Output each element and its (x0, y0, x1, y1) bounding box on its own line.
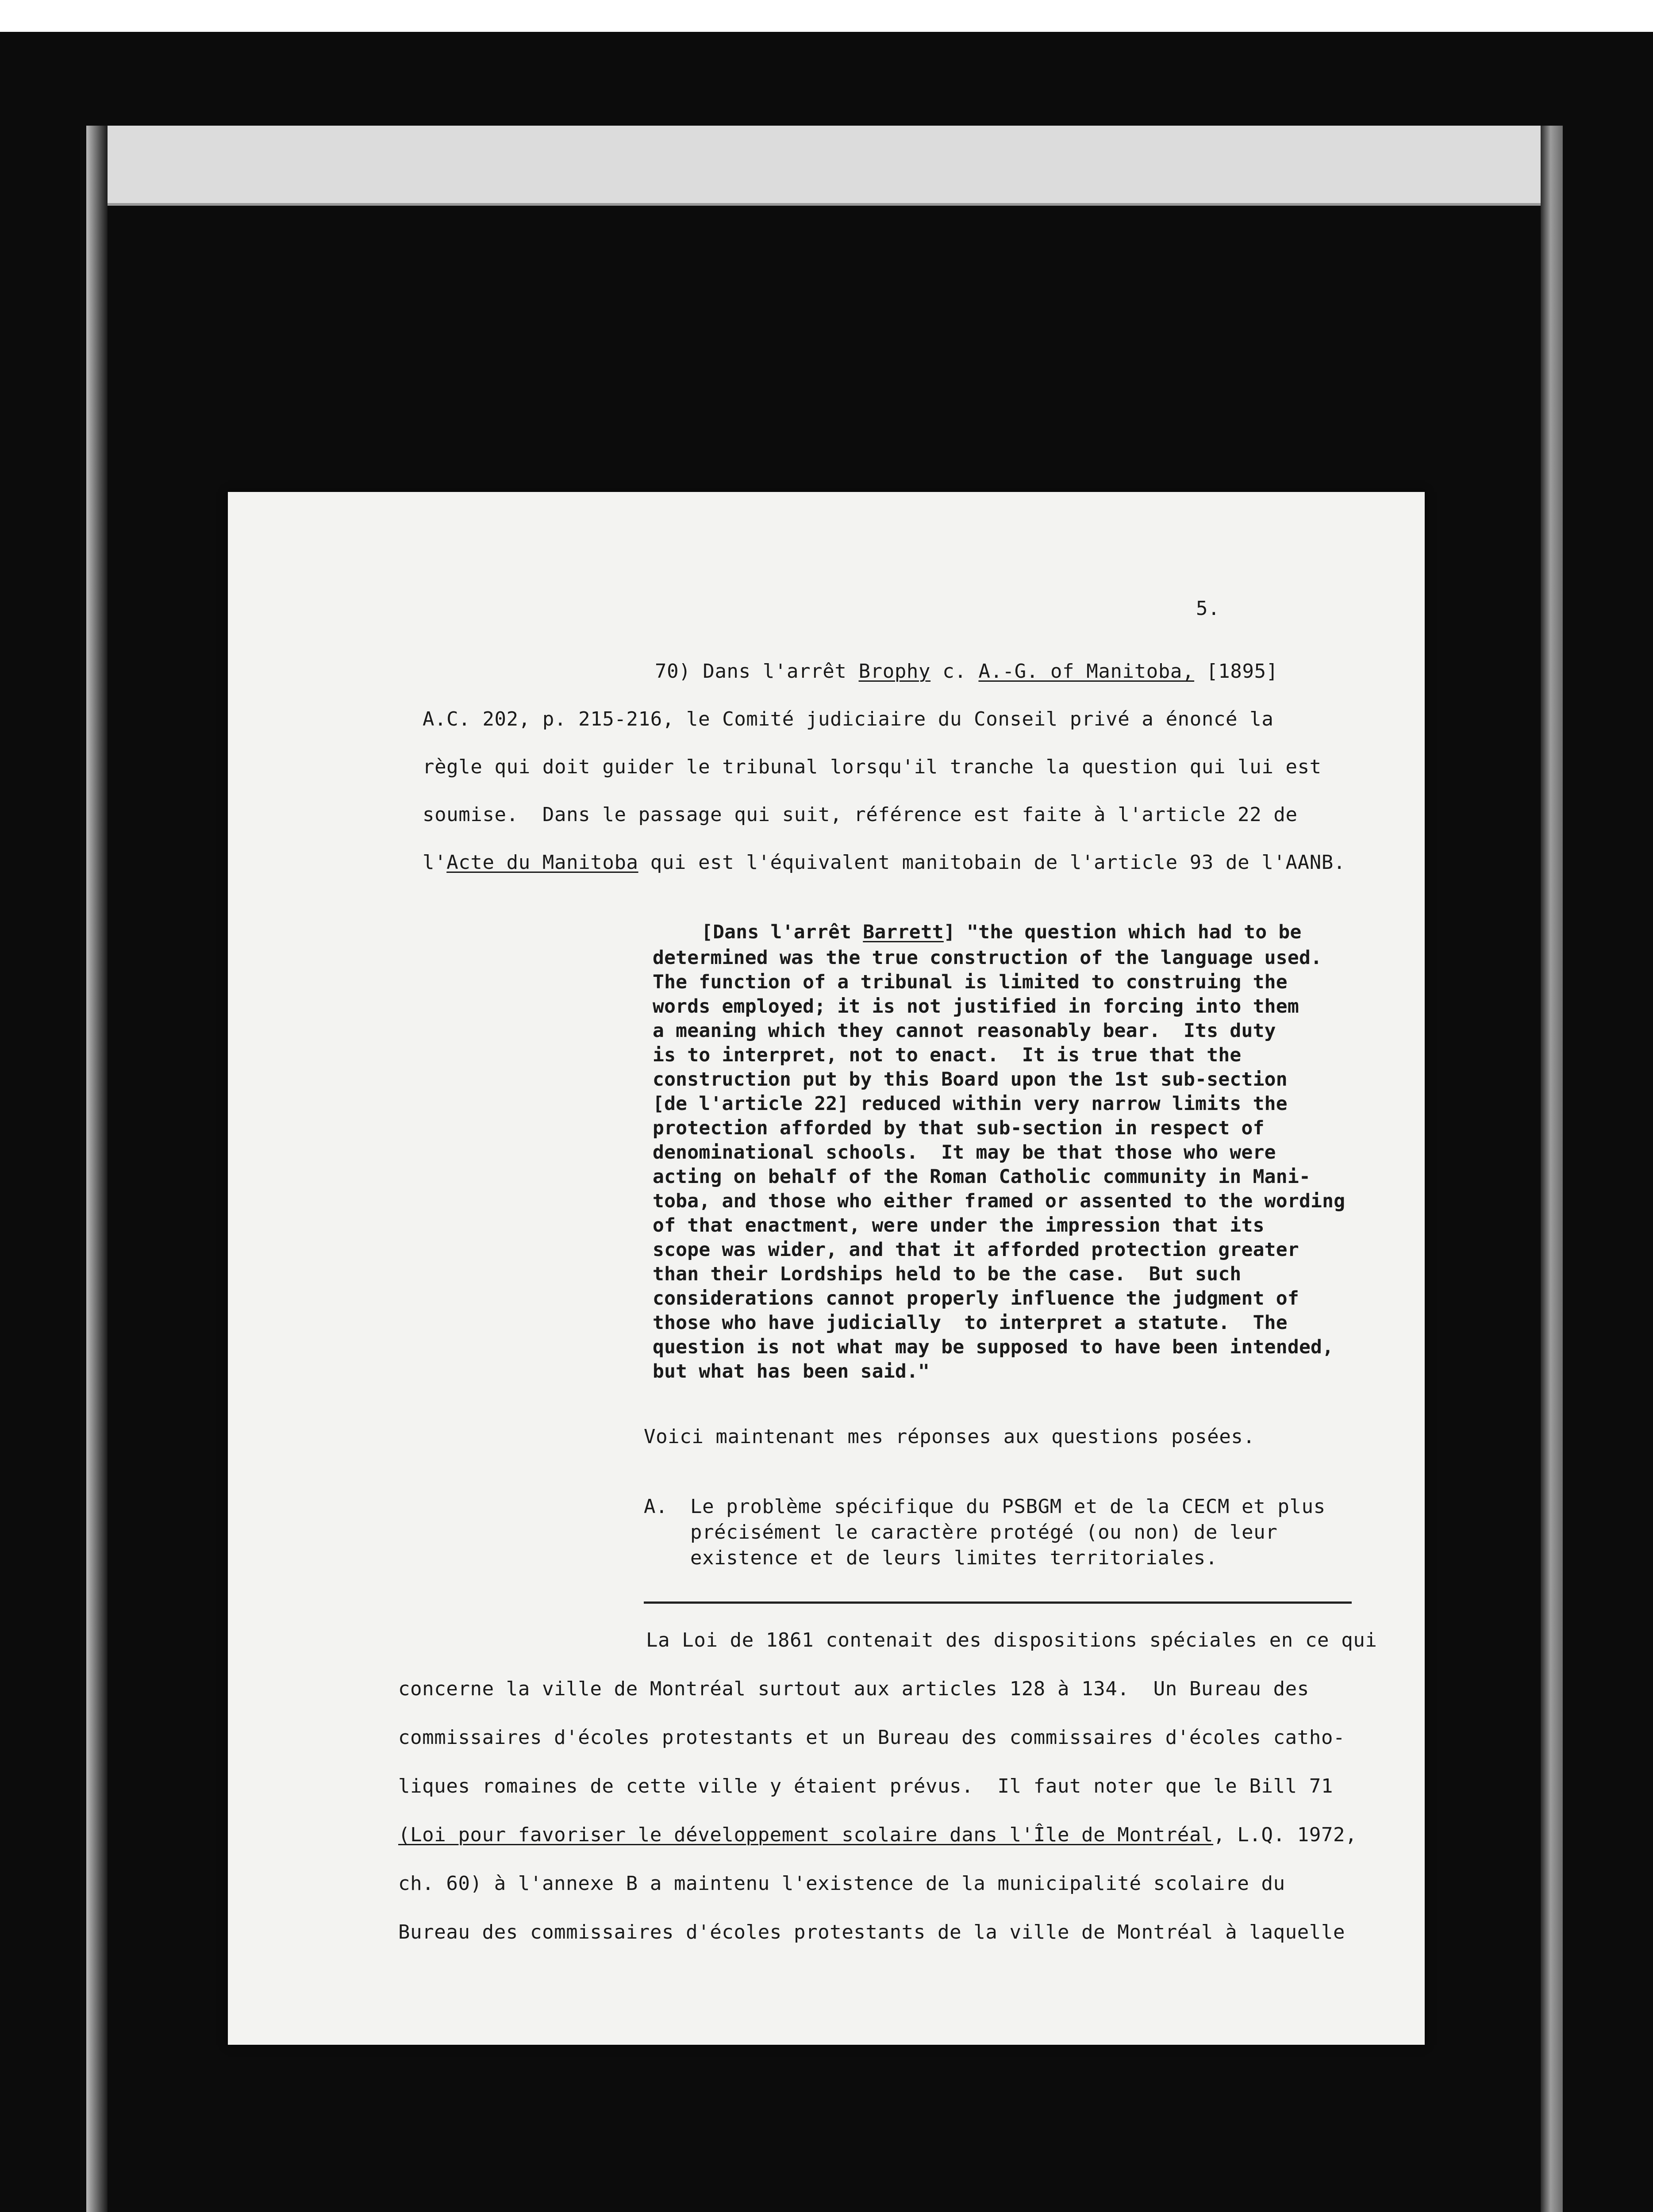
quote-line: acting on behalf of the Roman Catholic community in Mani- (653, 1166, 1311, 1188)
document-page (228, 492, 1425, 2045)
paragraph-70-line-3: règle qui doit guider le tribunal lorsqu'il tranche la question qui lui est (423, 756, 1322, 778)
film-left-edge (86, 126, 108, 2212)
paragraph-loi-line-1: La Loi de 1861 contenait des dispositions spéciales en ce qui (646, 1629, 1377, 1651)
paragraph-loi-line-7: Bureau des commissaires d'écoles protestants de la ville de Montréal à laquelle (398, 1921, 1345, 1943)
quote-line: of that enactment, were under the impression that its (653, 1214, 1265, 1237)
paragraph-loi-line-2: concerne la ville de Montréal surtout aux articles 128 à 134. Un Bureau des (398, 1678, 1309, 1700)
paragraph-70-line-4: soumise. Dans le passage qui suit, référence est faite à l'article 22 de (423, 803, 1298, 826)
quote-line: question is not what may be supposed to have been intended, (653, 1336, 1334, 1358)
page-number: 5. (1196, 597, 1220, 620)
paragraph-loi-line-4: liques romaines de cette ville y étaient prévus. Il faut noter que le Bill 71 (398, 1775, 1334, 1797)
quote-line: but what has been said." (653, 1360, 930, 1382)
film-header-strip (86, 126, 1557, 206)
quote-line: a meaning which they cannot reasonably bear. Its duty (653, 1020, 1276, 1042)
quote-line: considerations cannot properly influence the judgment of (653, 1287, 1299, 1310)
bill-71-title: (Loi pour favoriser le développement scolaire dans l'Île de Montréal (398, 1824, 1214, 1846)
section-a-letter: A. (644, 1495, 668, 1518)
quote-line: those who have judicially to interpret a statute. The (653, 1312, 1288, 1334)
quote-line: words employed; it is not justified in forcing into them (653, 995, 1299, 1018)
section-divider (644, 1601, 1352, 1604)
paragraph-loi-line-3: commissaires d'écoles protestants et un Bureau des commissaires d'écoles catho- (398, 1726, 1345, 1749)
quote-line: The function of a tribunal is limited to construing the (653, 971, 1288, 993)
paragraph-70-line-5: l'Acte du Manitoba qui est l'équivalent manitobain de l'article 93 de l'AANB. (423, 851, 1345, 874)
film-right-edge (1541, 126, 1563, 2212)
quote-line: protection afforded by that sub-section in respect of (653, 1117, 1265, 1139)
paragraph-70-line-1: 70) Dans l'arrêt Brophy c. A.-G. of Manitoba, [1895] (655, 660, 1278, 683)
quote-line: toba, and those who either framed or assented to the wording (653, 1190, 1345, 1212)
quote-line: denominational schools. It may be that those who were (653, 1141, 1276, 1164)
case-brophy: Brophy (858, 660, 931, 683)
paragraph-loi-line-5: (Loi pour favoriser le développement scolaire dans l'Île de Montréal, L.Q. 1972, (398, 1824, 1357, 1846)
section-a-heading-line-3: existence et de leurs limites territoriales. (690, 1547, 1218, 1569)
acte-du-manitoba: Acte du Manitoba (446, 851, 638, 874)
answers-intro: Voici maintenant mes réponses aux questions posées. (644, 1425, 1255, 1448)
section-a-heading-line-1: Le problème spécifique du PSBGM et de la CECM et plus (690, 1495, 1326, 1518)
quote-line-1: [Dans l'arrêt Barrett] "the question which had to be (701, 921, 1302, 943)
section-a-heading-line-2: précisément le caractère protégé (ou non) de leur (690, 1521, 1278, 1544)
paragraph-70-line-2: A.C. 202, p. 215-216, le Comité judiciaire du Conseil privé a énoncé la (423, 708, 1274, 730)
quote-line: is to interpret, not to enact. It is true that the (653, 1044, 1242, 1066)
quote-line: than their Lordships held to be the case. But such (653, 1263, 1242, 1285)
case-ag-manitoba: A.-G. of Manitoba, (978, 660, 1195, 683)
quote-line: scope was wider, and that it afforded protection greater (653, 1239, 1299, 1261)
case-barrett: Barrett (863, 921, 944, 943)
quote-line: construction put by this Board upon the 1st sub-section (653, 1068, 1288, 1091)
quote-line: [de l'article 22] reduced within very narrow limits the (653, 1093, 1288, 1115)
quote-line: determined was the true construction of the language used. (653, 947, 1322, 969)
paragraph-loi-line-6: ch. 60) à l'annexe B a maintenu l'existence de la municipalité scolaire du (398, 1872, 1285, 1895)
